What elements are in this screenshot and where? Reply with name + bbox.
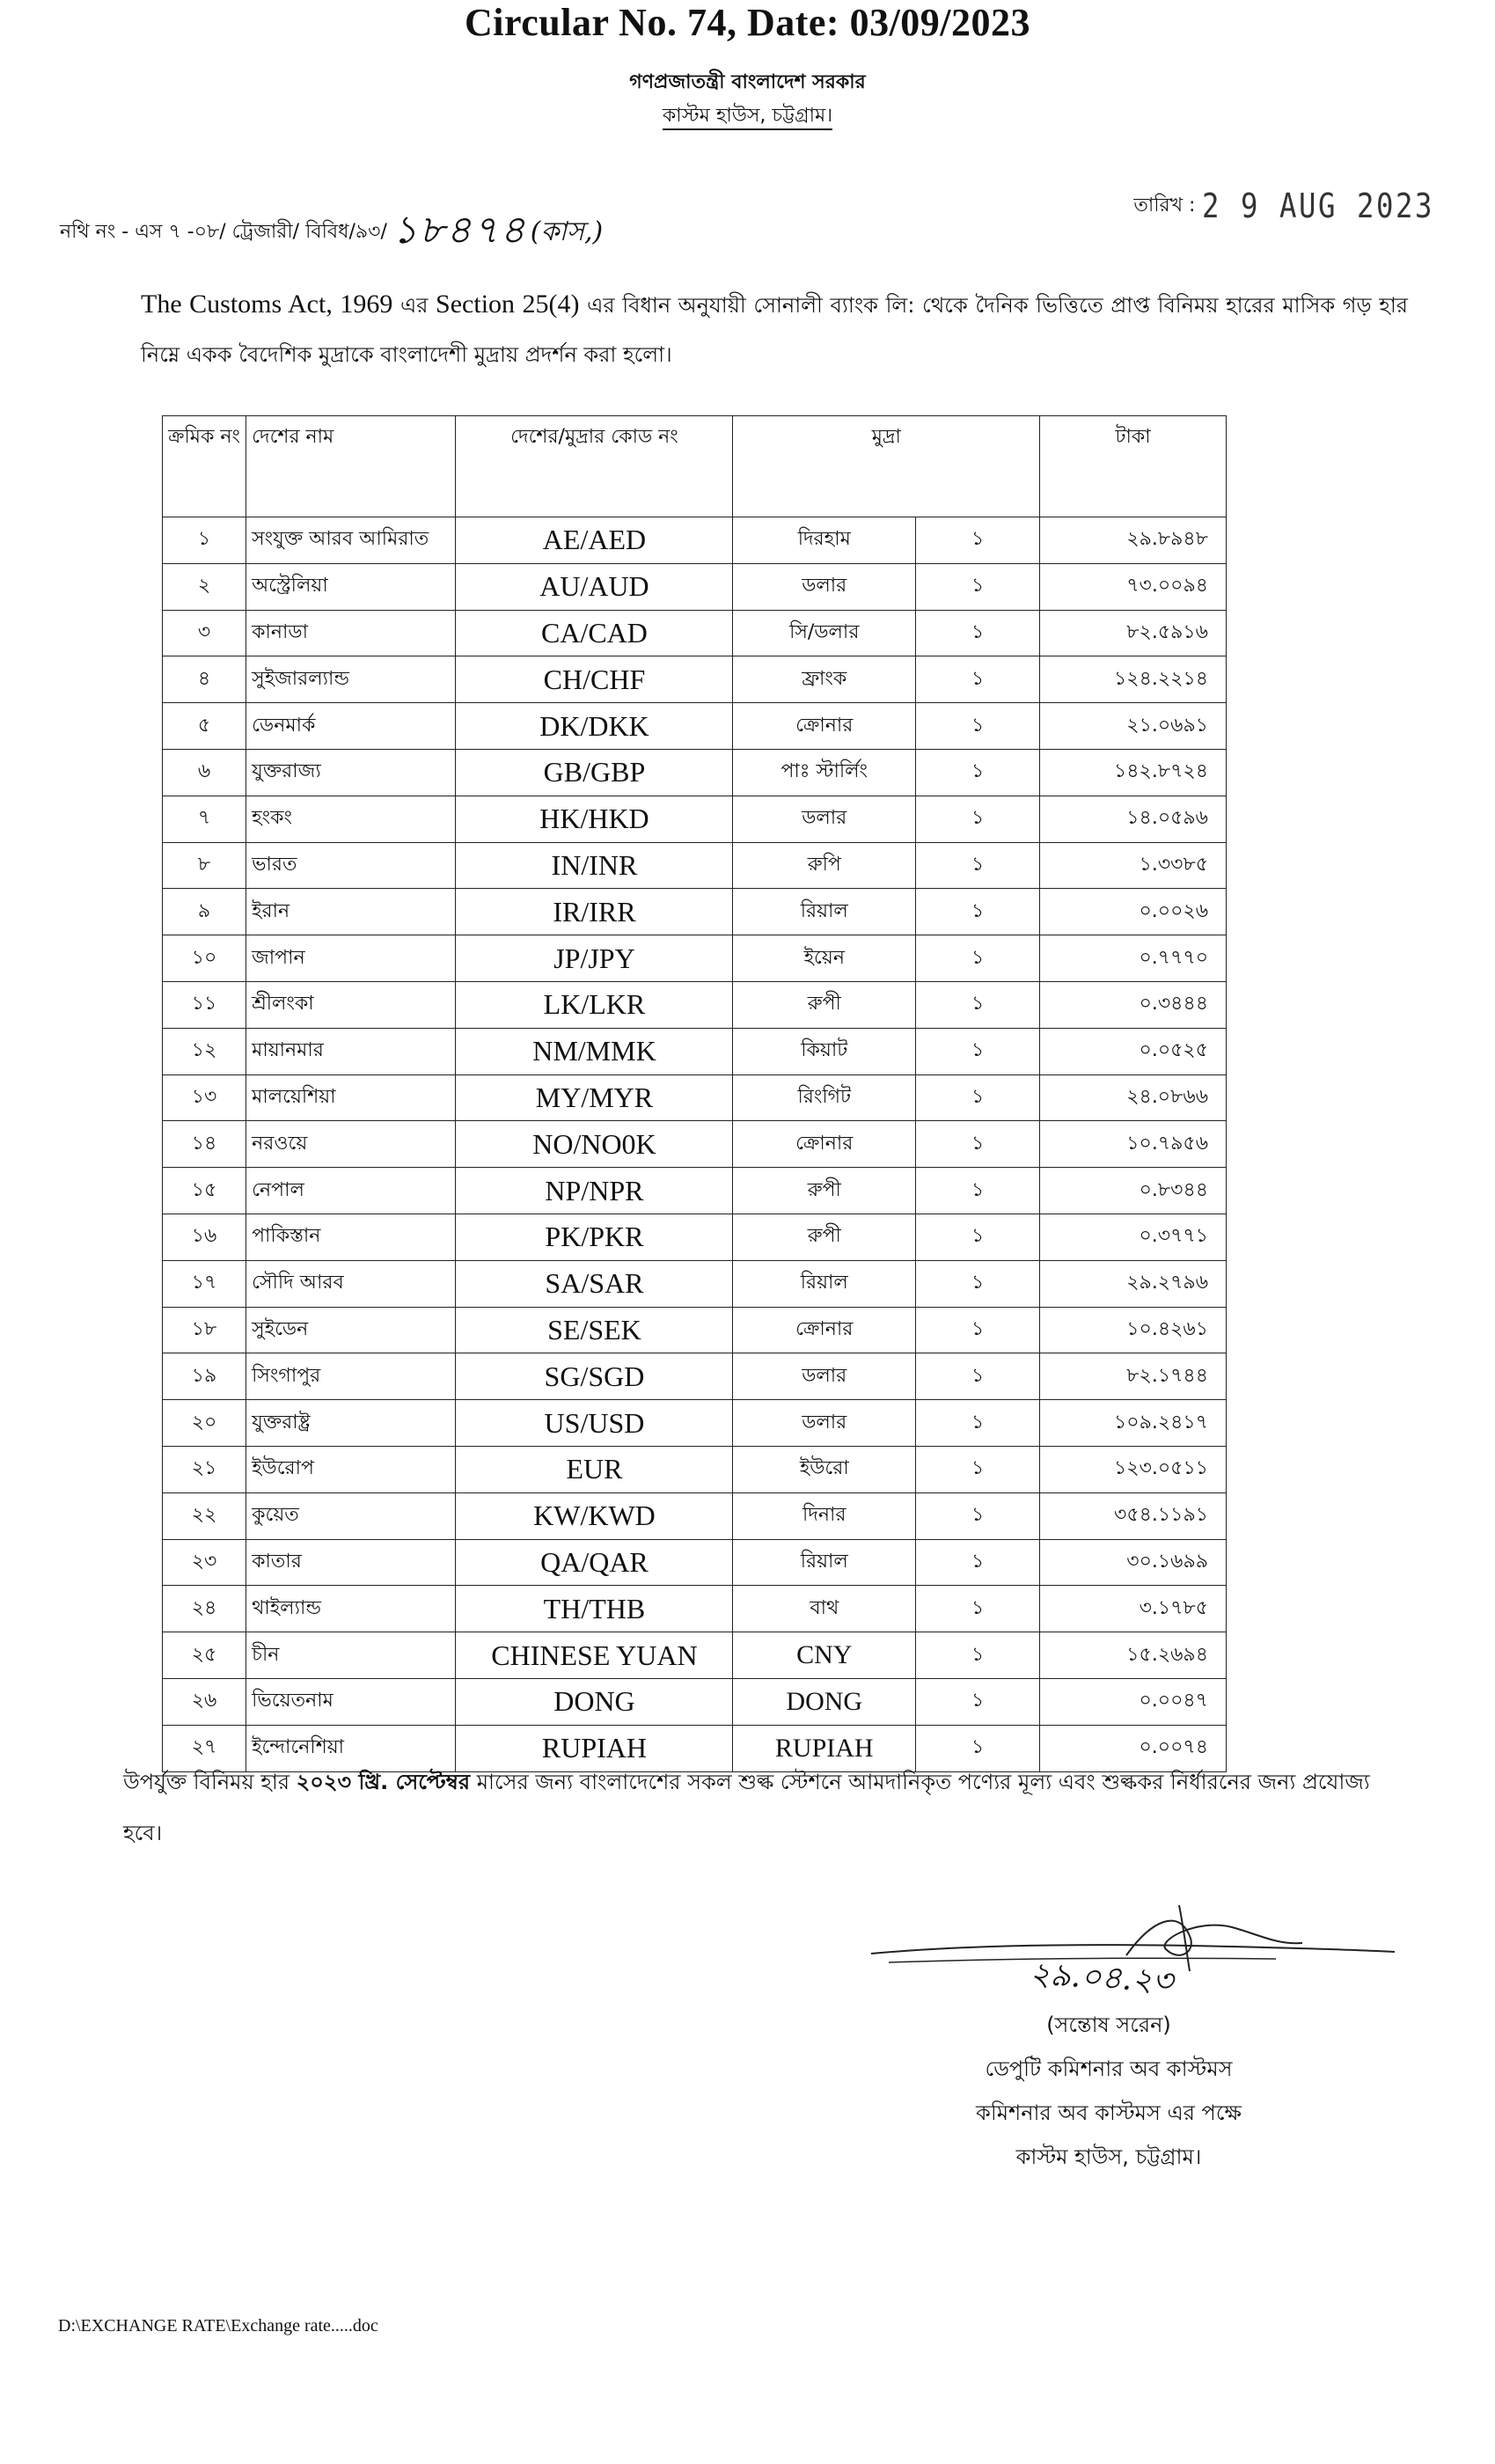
act-reference: The Customs Act, 1969 <box>141 290 393 319</box>
cell-code: GB/GBP <box>456 749 733 796</box>
cell-country: যুক্তরাজ্য <box>246 749 456 796</box>
cell-unit: ১ <box>916 1028 1040 1074</box>
cell-unit: ১ <box>916 1353 1040 1400</box>
cell-unit: ১ <box>916 1168 1040 1214</box>
cell-taka: ০.৩৪৪৪ <box>1040 981 1227 1028</box>
closing-paragraph <box>123 1756 1408 1859</box>
table-row <box>163 749 1227 796</box>
cell-currency: রিয়াল <box>733 889 916 935</box>
table-row <box>163 517 1227 564</box>
cell-serial: ১৫ <box>163 1168 246 1214</box>
cell-unit: ১ <box>916 1678 1040 1725</box>
cell-serial: ৮ <box>163 842 246 889</box>
cell-currency: রিয়াল <box>733 1539 916 1586</box>
cell-country: যুক্তরাষ্ট্র <box>246 1400 456 1447</box>
cell-country: নেপাল <box>246 1168 456 1214</box>
cell-currency: CNY <box>733 1632 916 1679</box>
cell-country: জাপান <box>246 935 456 982</box>
cell-currency: কিয়াট <box>733 1028 916 1074</box>
table-row <box>163 1260 1227 1307</box>
cell-serial: ৫ <box>163 703 246 750</box>
cell-taka: ৮২.৫৯১৬ <box>1040 610 1227 656</box>
office-name-text: কাস্টম হাউস, চট্টগ্রাম। <box>663 105 832 130</box>
cell-code: EUR <box>456 1446 733 1492</box>
cell-taka: ১৫.২৬৯৪ <box>1040 1632 1227 1679</box>
cell-currency: রুপী <box>733 981 916 1028</box>
table-row <box>163 1400 1227 1447</box>
cell-country: কুয়েত <box>246 1492 456 1539</box>
cell-taka: ১২৪.২২১৪ <box>1040 656 1227 703</box>
cell-unit: ১ <box>916 610 1040 656</box>
cell-code: LK/LKR <box>456 981 733 1028</box>
table-row <box>163 1028 1227 1074</box>
cell-serial: ১৯ <box>163 1353 246 1400</box>
section-reference: Section 25(4) <box>436 290 580 319</box>
cell-code: AE/AED <box>456 517 733 564</box>
cell-taka: ৩.১৭৮৫ <box>1040 1586 1227 1632</box>
cell-currency: রুপী <box>733 1214 916 1260</box>
memo-suffix: (কাস,) <box>530 216 604 247</box>
cell-serial: ২৫ <box>163 1632 246 1679</box>
cell-country: ইউরোপ <box>246 1446 456 1492</box>
table-row <box>163 1539 1227 1586</box>
cell-unit: ১ <box>916 1260 1040 1307</box>
cell-currency: ইউরো <box>733 1446 916 1492</box>
table-row <box>163 981 1227 1028</box>
cell-unit: ১ <box>916 796 1040 842</box>
cell-currency: বাথ <box>733 1586 916 1632</box>
cell-unit: ১ <box>916 889 1040 935</box>
table-row <box>163 610 1227 656</box>
cell-code: MY/MYR <box>456 1074 733 1121</box>
cell-code: US/USD <box>456 1400 733 1447</box>
cell-serial: ১২ <box>163 1028 246 1074</box>
cell-serial: ২৭ <box>163 1725 246 1771</box>
cell-serial: ৯ <box>163 889 246 935</box>
cell-taka: ১৪.০৫৯৬ <box>1040 796 1227 842</box>
date-label: তারিখ : <box>1133 194 1196 216</box>
cell-code: DONG <box>456 1678 733 1725</box>
cell-taka: ১০.৭৯৫৬ <box>1040 1121 1227 1168</box>
date-stamp: 2 9 AUG 2023 <box>1202 187 1435 225</box>
cell-serial: ১৭ <box>163 1260 246 1307</box>
header-taka: টাকা <box>1040 416 1227 517</box>
cell-code: KW/KWD <box>456 1492 733 1539</box>
cell-taka: ০.৭৭৭০ <box>1040 935 1227 982</box>
intro-text-1: এর <box>392 293 436 318</box>
cell-serial: ১৩ <box>163 1074 246 1121</box>
cell-unit: ১ <box>916 1074 1040 1121</box>
cell-taka: ৮২.১৭৪৪ <box>1040 1353 1227 1400</box>
cell-serial: ৪ <box>163 656 246 703</box>
cell-unit: ১ <box>916 981 1040 1028</box>
file-path: D:\EXCHANGE RATE\Exchange rate.....doc <box>58 2316 378 2336</box>
cell-serial: ২৪ <box>163 1586 246 1632</box>
cell-country: ভারত <box>246 842 456 889</box>
cell-unit: ১ <box>916 1632 1040 1679</box>
cell-serial: ২৬ <box>163 1678 246 1725</box>
cell-code: CA/CAD <box>456 610 733 656</box>
cell-unit: ১ <box>916 1400 1040 1447</box>
cell-serial: ৬ <box>163 749 246 796</box>
cell-country: পাকিস্তান <box>246 1214 456 1260</box>
cell-taka: ০.৮৩৪৪ <box>1040 1168 1227 1214</box>
header-code: দেশের/মুদ্রার কোড নং <box>456 416 733 517</box>
cell-taka: ৩০.১৬৯৯ <box>1040 1539 1227 1586</box>
cell-country: শ্রীলংকা <box>246 981 456 1028</box>
cell-currency: ইয়েন <box>733 935 916 982</box>
signatory-designation: ডেপুটি কমিশনার অব কাস্টমস <box>985 2057 1233 2081</box>
cell-serial: ১০ <box>163 935 246 982</box>
cell-country: মালয়েশিয়া <box>246 1074 456 1121</box>
cell-taka: ২৯.৮৯৪৮ <box>1040 517 1227 564</box>
government-name: গণপ্রজাতন্ত্রী বাংলাদেশ সরকার <box>629 71 866 93</box>
cell-country: সুইজারল্যান্ড <box>246 656 456 703</box>
cell-unit: ১ <box>916 842 1040 889</box>
cell-unit: ১ <box>916 1121 1040 1168</box>
cell-code: RUPIAH <box>456 1725 733 1771</box>
cell-code: NM/MMK <box>456 1028 733 1074</box>
cell-taka: ০.০৫২৫ <box>1040 1028 1227 1074</box>
closing-text-1: উপর্যুক্ত বিনিময় হার <box>123 1770 297 1794</box>
cell-country: চীন <box>246 1632 456 1679</box>
table-row <box>163 1353 1227 1400</box>
cell-taka: ৩৫৪.১১৯১ <box>1040 1492 1227 1539</box>
signatory-office: কাস্টম হাউস, চট্টগ্রাম। <box>1015 2145 1202 2169</box>
exchange-rate-table <box>162 415 1227 1772</box>
cell-taka: ২৪.০৮৬৬ <box>1040 1074 1227 1121</box>
cell-code: QA/QAR <box>456 1539 733 1586</box>
cell-code: NO/NO0K <box>456 1121 733 1168</box>
cell-country: অস্ট্রেলিয়া <box>246 563 456 610</box>
cell-serial: ২০ <box>163 1400 246 1447</box>
table-row <box>163 1121 1227 1168</box>
cell-code: NP/NPR <box>456 1168 733 1214</box>
table-row <box>163 1446 1227 1492</box>
intro-text-2: এর বিধান অনুযায়ী সোনালী ব্যাংক লি: থেকে দৈনিক ভিত্তিতে প্রাপ্ত বিনিময় হারের মাসিক গড় হার নিম্নে একক বৈদেশিক মুদ্রাকে বাংলাদেশী মুদ্রায় প্রদর্শন করা হলো। <box>141 293 1408 367</box>
cell-taka: ২১.০৬৯১ <box>1040 703 1227 750</box>
cell-country: সিংগাপুর <box>246 1353 456 1400</box>
table-row <box>163 1632 1227 1679</box>
cell-country: কাতার <box>246 1539 456 1586</box>
cell-code: IR/IRR <box>456 889 733 935</box>
signatory-name: (সন্তোষ সরেন) <box>1046 2013 1171 2037</box>
cell-taka: ১০.৪২৬১ <box>1040 1307 1227 1353</box>
cell-country: ডেনমার্ক <box>246 703 456 750</box>
table-header-row <box>163 416 1227 517</box>
cell-currency: রিয়াল <box>733 1260 916 1307</box>
cell-unit: ১ <box>916 1586 1040 1632</box>
table-body <box>163 517 1227 1772</box>
cell-code: SA/SAR <box>456 1260 733 1307</box>
header-serial: ক্রমিক নং <box>163 416 246 517</box>
document-date <box>1133 187 1476 225</box>
cell-currency: রিংগিট <box>733 1074 916 1121</box>
cell-country: সৌদি আরব <box>246 1260 456 1307</box>
intro-paragraph <box>141 280 1408 379</box>
circular-title: Circular No. 74, Date: 03/09/2023 <box>464 1 1031 44</box>
cell-serial: ২৩ <box>163 1539 246 1586</box>
cell-serial: ২১ <box>163 1446 246 1492</box>
cell-taka: ২৯.২৭৯৬ <box>1040 1260 1227 1307</box>
table-row <box>163 842 1227 889</box>
cell-taka: ১২৩.০৫১১ <box>1040 1446 1227 1492</box>
cell-country: সুইডেন <box>246 1307 456 1353</box>
cell-currency: ফ্রাংক <box>733 656 916 703</box>
cell-currency: রুপি <box>733 842 916 889</box>
table-row <box>163 796 1227 842</box>
table-row <box>163 703 1227 750</box>
table-row <box>163 1307 1227 1353</box>
cell-serial: ১৮ <box>163 1307 246 1353</box>
table-row <box>163 935 1227 982</box>
cell-serial: ১৪ <box>163 1121 246 1168</box>
cell-serial: ৩ <box>163 610 246 656</box>
cell-taka: ৭৩.০০৯৪ <box>1040 563 1227 610</box>
cell-unit: ১ <box>916 1446 1040 1492</box>
cell-country: সংযুক্ত আরব আমিরাত <box>246 517 456 564</box>
cell-code: JP/JPY <box>456 935 733 982</box>
cell-serial: ১১ <box>163 981 246 1028</box>
cell-currency: সি/ডলার <box>733 610 916 656</box>
cell-serial: ১ <box>163 517 246 564</box>
cell-currency: পাঃ স্টার্লিং <box>733 749 916 796</box>
cell-currency: ক্রোনার <box>733 1307 916 1353</box>
cell-taka: ১.৩৩৮৫ <box>1040 842 1227 889</box>
cell-code: DK/DKK <box>456 703 733 750</box>
cell-currency: রুপী <box>733 1168 916 1214</box>
cell-code: SE/SEK <box>456 1307 733 1353</box>
cell-currency: দিরহাম <box>733 517 916 564</box>
cell-taka: ০.০০৭৪ <box>1040 1725 1227 1771</box>
table-row <box>163 1586 1227 1632</box>
cell-currency: ক্রোনার <box>733 703 916 750</box>
cell-code: TH/THB <box>456 1586 733 1632</box>
cell-code: HK/HKD <box>456 796 733 842</box>
cell-taka: ১০৯.২৪১৭ <box>1040 1400 1227 1447</box>
cell-taka: ০.৩৭৭১ <box>1040 1214 1227 1260</box>
cell-unit: ১ <box>916 1307 1040 1353</box>
cell-country: কানাডা <box>246 610 456 656</box>
cell-code: IN/INR <box>456 842 733 889</box>
table-row <box>163 1168 1227 1214</box>
cell-currency: ক্রোনার <box>733 1121 916 1168</box>
cell-unit: ১ <box>916 656 1040 703</box>
cell-currency: দিনার <box>733 1492 916 1539</box>
header-currency: মুদ্রা <box>733 416 1040 517</box>
cell-currency: ডলার <box>733 1400 916 1447</box>
cell-unit: ১ <box>916 1214 1040 1260</box>
cell-country: ইন্দোনেশিয়া <box>246 1725 456 1771</box>
signatory-block <box>880 2003 1337 2179</box>
table-row <box>163 1678 1227 1725</box>
cell-country: নরওয়ে <box>246 1121 456 1168</box>
cell-unit: ১ <box>916 517 1040 564</box>
cell-taka: ০.০০২৬ <box>1040 889 1227 935</box>
cell-currency: RUPIAH <box>733 1725 916 1771</box>
cell-unit: ১ <box>916 935 1040 982</box>
table-row <box>163 1492 1227 1539</box>
cell-unit: ১ <box>916 703 1040 750</box>
cell-code: SG/SGD <box>456 1353 733 1400</box>
table-row <box>163 1074 1227 1121</box>
cell-currency: ডলার <box>733 796 916 842</box>
cell-country: থাইল্যান্ড <box>246 1586 456 1632</box>
cell-code: CHINESE YUAN <box>456 1632 733 1679</box>
cell-unit: ১ <box>916 1539 1040 1586</box>
cell-country: মায়ানমার <box>246 1028 456 1074</box>
cell-code: AU/AUD <box>456 563 733 610</box>
table-row <box>163 656 1227 703</box>
signature-date: ২৯.০৪.২৩ <box>1029 1955 1175 2000</box>
cell-country: ভিয়েতনাম <box>246 1678 456 1725</box>
closing-period: ২০২৩ খ্রি. সেপ্টেম্বর <box>296 1770 471 1794</box>
cell-taka: ০.০০৪৭ <box>1040 1678 1227 1725</box>
cell-country: হংকং <box>246 796 456 842</box>
office-name <box>0 100 1495 133</box>
cell-serial: ২ <box>163 563 246 610</box>
memo-handwritten-number: ১৮৪৭৪ <box>392 208 527 253</box>
closing-text-2: মাসের জন্য বাংলাদেশের সকল শুল্ক স্টেশনে আমদানিকৃত পণ্যের মূল্য এবং শুল্ককর নির্ধারনের জন্য প্রযোজ্য হবে। <box>123 1770 1370 1845</box>
cell-serial: ৭ <box>163 796 246 842</box>
signatory-on-behalf: কমিশনার অব কাস্টমস এর পক্ষে <box>976 2101 1242 2125</box>
cell-unit: ১ <box>916 563 1040 610</box>
cell-currency: ডলার <box>733 1353 916 1400</box>
cell-taka: ১৪২.৮৭২৪ <box>1040 749 1227 796</box>
table-row <box>163 889 1227 935</box>
cell-unit: ১ <box>916 1725 1040 1771</box>
cell-serial: ২২ <box>163 1492 246 1539</box>
memo-number <box>60 201 603 265</box>
cell-code: PK/PKR <box>456 1214 733 1260</box>
header-country: দেশের নাম <box>246 416 456 517</box>
cell-currency: ডলার <box>733 563 916 610</box>
cell-country: ইরান <box>246 889 456 935</box>
memo-prefix: নথি নং - এস ৭ -০৮/ ট্রেজারী/ বিবিধ/৯৩/ <box>60 221 387 243</box>
cell-unit: ১ <box>916 1492 1040 1539</box>
cell-unit: ১ <box>916 749 1040 796</box>
cell-code: CH/CHF <box>456 656 733 703</box>
table-row <box>163 1214 1227 1260</box>
cell-serial: ১৬ <box>163 1214 246 1260</box>
cell-currency: DONG <box>733 1678 916 1725</box>
table-row <box>163 563 1227 610</box>
